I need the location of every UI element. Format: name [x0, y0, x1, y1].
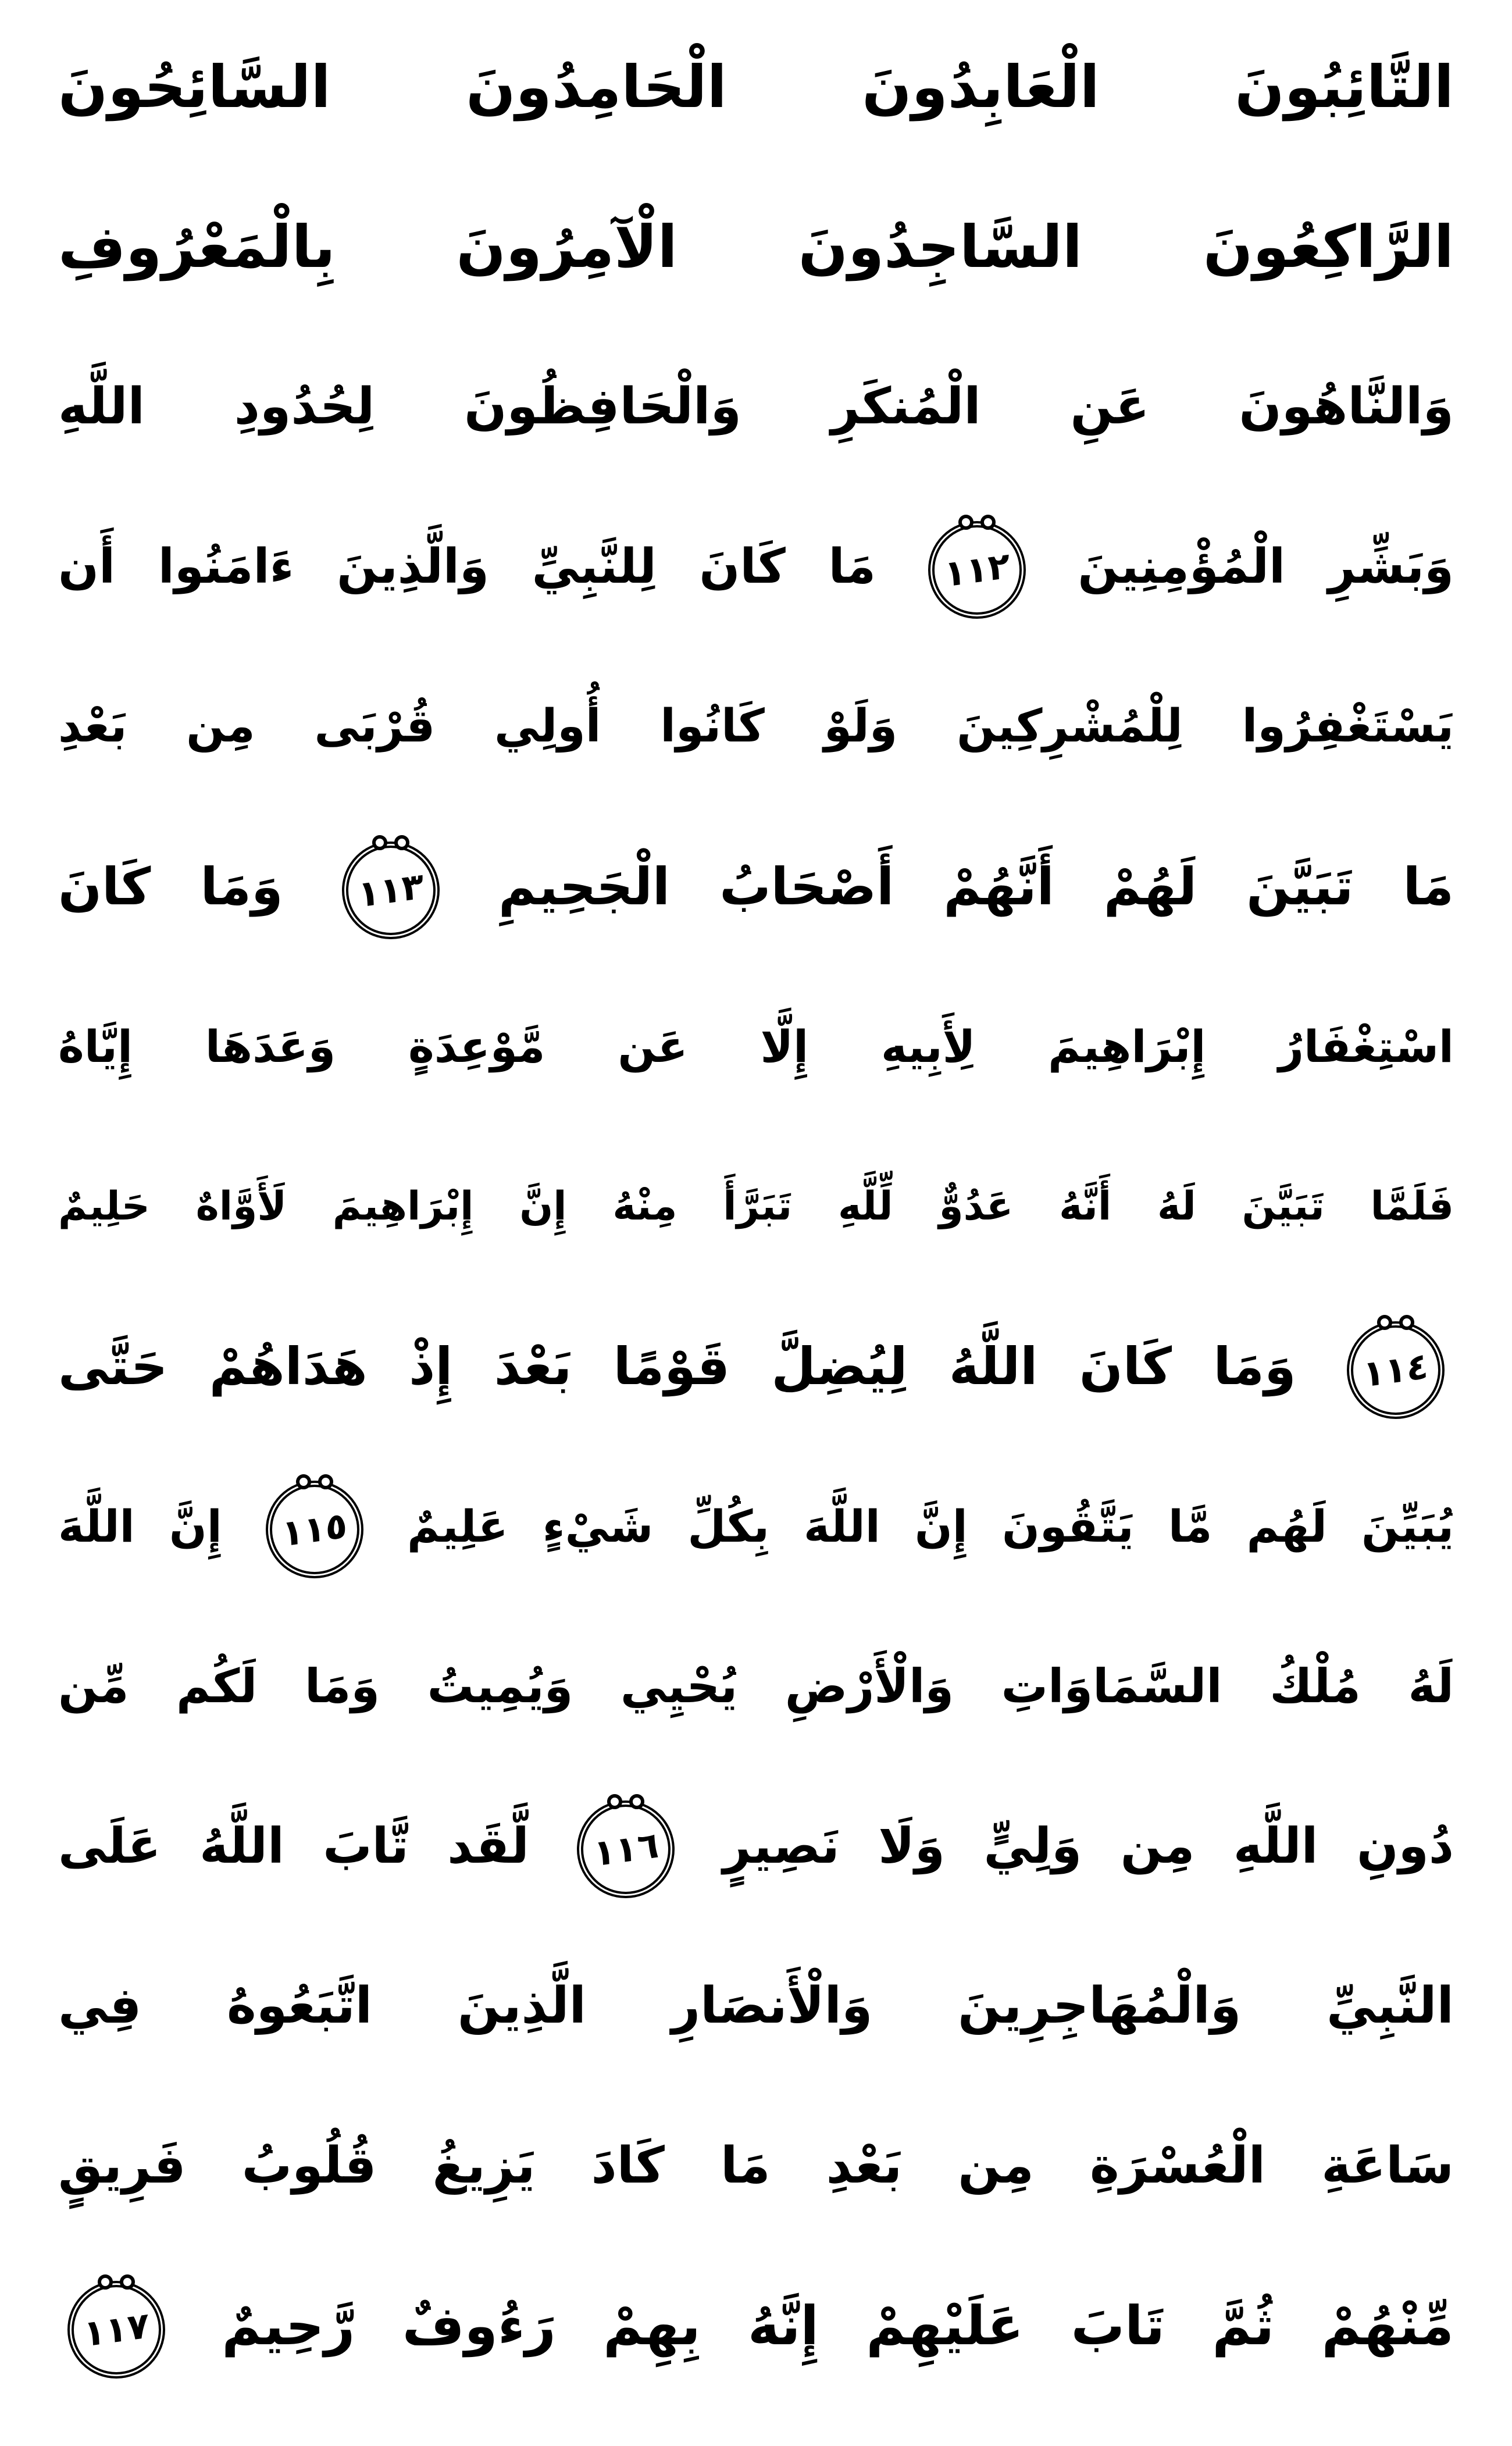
verse-text: يَسْتَغْفِرُوا لِلْمُشْرِكِينَ وَلَوْ كَانُوا أُولِي قُرْبَى مِن بَعْدِ: [58, 700, 1454, 753]
quran-line-11: [58, 1606, 1454, 1766]
verse-text: لَّقَد تَّابَ اللَّهُ عَلَى: [58, 1817, 529, 1874]
verse-text: النَّبِيِّ وَالْمُهَاجِرِينَ وَالْأَنصَارِ الَّذِينَ اتَّبَعُوهُ فِي: [58, 1977, 1454, 2035]
verse-text: مَا كَانَ لِلنَّبِيِّ وَالَّذِينَ ءَامَنُوا أَن: [58, 539, 876, 594]
verse-number-114: ١١٤: [1362, 1343, 1429, 1396]
quran-line-3: [58, 327, 1454, 487]
verse-number-117: ١١٧: [83, 2303, 150, 2355]
quran-line-12: [58, 1766, 1454, 1926]
verse-text: دُونِ اللَّهِ مِن وَلِيٍّ وَلَا نَصِيرٍ: [722, 1817, 1454, 1874]
verse-text: وَبَشِّرِ الْمُؤْمِنِينَ: [1078, 539, 1454, 594]
verse-text: مَا تَبَيَّنَ لَهُمْ أَنَّهُمْ أَصْحَابُ الْجَحِيمِ: [498, 857, 1454, 917]
verse-marker-117: [67, 2281, 165, 2379]
verse-marker-113: [342, 842, 440, 939]
quran-line-6: [58, 807, 1454, 967]
quran-line-5: [58, 647, 1454, 807]
quran-line-10: [58, 1446, 1454, 1606]
quran-line-2: [58, 167, 1454, 327]
verse-marker-115: [266, 1481, 363, 1578]
verse-number-115: ١١٥: [281, 1503, 348, 1556]
verse-text: اسْتِغْفَارُ إِبْرَاهِيمَ لِأَبِيهِ إِلَّا عَن مَّوْعِدَةٍ وَعَدَهَا إِيَّاهُ: [58, 1021, 1454, 1072]
verse-text: وَمَا كَانَ اللَّهُ لِيُضِلَّ قَوْمًا بَعْدَ إِذْ هَدَاهُمْ حَتَّى: [58, 1336, 1296, 1396]
verse-text: لَهُ مُلْكُ السَّمَاوَاتِ وَالْأَرْضِ يُحْيِي وَيُمِيتُ وَمَا لَكُم مِّن: [58, 1659, 1454, 1713]
verse-text: مِّنْهُمْ ثُمَّ تَابَ عَلَيْهِمْ إِنَّهُ بِهِمْ رَءُوفٌ رَّحِيمٌ: [222, 2295, 1454, 2357]
verse-text: سَاعَةِ الْعُسْرَةِ مِن بَعْدِ مَا كَادَ يَزِيغُ قُلُوبُ فَرِيقٍ: [58, 2137, 1454, 2195]
verse-marker-114: [1347, 1321, 1445, 1419]
verse-text: فَلَمَّا تَبَيَّنَ لَهُ أَنَّهُ عَدُوٌّ لِّلَّهِ تَبَرَّأَ مِنْهُ إِنَّ إِبْرَاهِيمَ لَأَوَّاهٌ حَلِيمٌ: [58, 1183, 1454, 1229]
verse-text: التَّائِبُونَ الْعَابِدُونَ الْحَامِدُونَ السَّائِحُونَ: [58, 53, 1454, 121]
quran-line-9: [58, 1286, 1454, 1446]
verse-marker-112: [928, 521, 1026, 619]
verse-text: إِنَّ اللَّهَ: [58, 1500, 222, 1552]
verse-text: وَمَا كَانَ: [58, 857, 283, 917]
quran-line-4: [58, 487, 1454, 647]
verse-number-112: ١١٢: [943, 543, 1011, 596]
verse-text: يُبَيِّنَ لَهُم مَّا يَتَّقُونَ إِنَّ اللَّهَ بِكُلِّ شَيْءٍ عَلِيمٌ: [407, 1500, 1454, 1552]
verse-marker-116: [577, 1800, 675, 1898]
quran-line-7: [58, 967, 1454, 1126]
verse-number-116: ١١٦: [592, 1823, 659, 1875]
verse-text: الرَّاكِعُونَ السَّاجِدُونَ الْآمِرُونَ بِالْمَعْرُوفِ: [58, 213, 1454, 281]
verse-text: وَالنَّاهُونَ عَنِ الْمُنكَرِ وَالْحَافِظُونَ لِحُدُودِ اللَّهِ: [58, 377, 1454, 436]
quran-line-14: [58, 2086, 1454, 2246]
verse-number-113: ١١٣: [357, 864, 425, 917]
quran-line-13: [58, 1926, 1454, 2086]
quran-line-1: [58, 7, 1454, 167]
quran-line-15: [58, 2246, 1454, 2406]
quran-line-8: [58, 1126, 1454, 1286]
